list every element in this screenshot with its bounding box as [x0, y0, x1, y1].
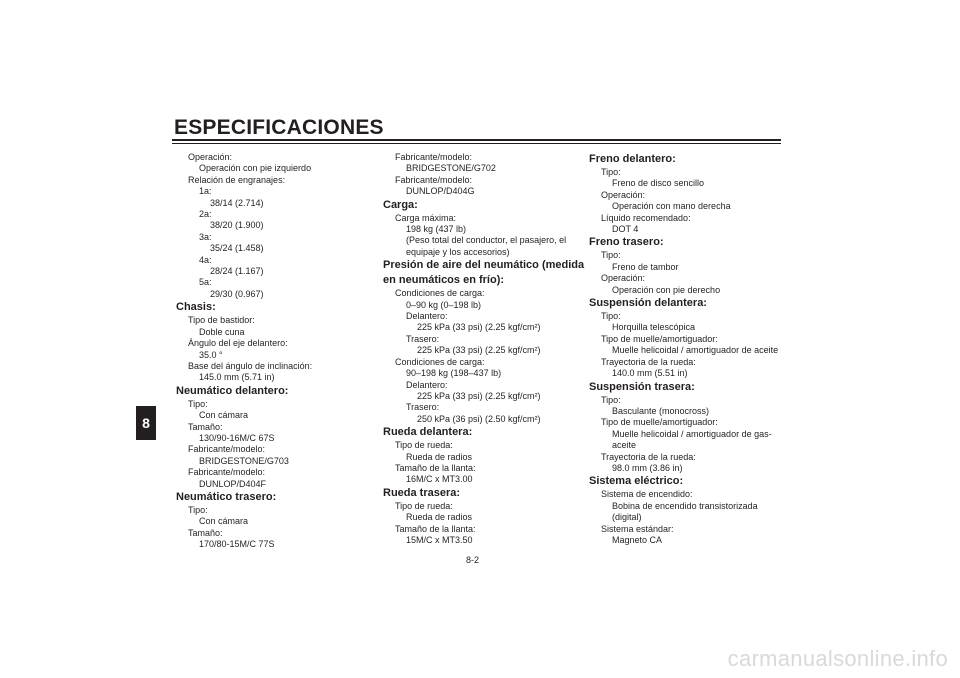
spec-value: Doble cuna [199, 326, 245, 337]
spec-value: 15M/C x MT3.50 [406, 534, 473, 545]
section-heading: en neumáticos en frío): [383, 274, 505, 287]
spec-label: Tipo de muelle/amortiguador: [601, 417, 718, 428]
section-heading: Chasis: [176, 301, 216, 314]
spec-label: Tipo: [601, 167, 621, 177]
spec-label: Fabricante/modelo: [188, 467, 266, 478]
spec-label: Ángulo del eje delantero: [188, 338, 288, 349]
spec-value: 250 kPa (36 psi) (2.50 kgf/cm²) [417, 413, 541, 424]
section-heading: Rueda delantera: [383, 426, 473, 439]
spec-value: Magneto CA [612, 534, 663, 545]
spec-column-3 [589, 152, 784, 546]
spec-label: Tamaño de la llanta: [395, 523, 476, 534]
spec-value: 28/24 (1.167) [210, 266, 264, 277]
spec-value: (digital) [612, 512, 642, 523]
section-heading: Suspensión trasera: [589, 380, 695, 393]
spec-label: Sistema de encendido: [601, 489, 693, 500]
spec-value: BRIDGESTONE/G702 [406, 163, 496, 174]
spec-value: Trasero: [406, 402, 440, 413]
spec-value: Delantero: [406, 379, 448, 390]
section-heading: Freno trasero: [589, 236, 664, 249]
spec-value: DOT 4 [612, 224, 639, 235]
spec-label: Tipo de rueda: [395, 440, 453, 451]
spec-label: Tipo de bastidor: [188, 315, 255, 326]
spec-value: 35/24 (1.458) [210, 243, 264, 254]
spec-label: Relación de engranajes: [188, 174, 286, 185]
spec-value: Operación con mano derecha [612, 201, 731, 212]
spec-label: Trayectoria de la rueda: [601, 356, 696, 367]
spec-label: Tipo: [188, 398, 208, 409]
spec-value: 16M/C x MT3.00 [406, 474, 473, 485]
spec-label: Tipo: [188, 504, 208, 515]
spec-label: Condiciones de carga: [395, 356, 485, 367]
spec-value: 29/30 (0.967) [210, 288, 264, 299]
spec-value: Horquilla telescópica [612, 322, 696, 333]
spec-value: 1a: [199, 186, 212, 197]
spec-label: Condiciones de carga: [395, 288, 485, 299]
section-heading: Neumático delantero: [176, 384, 289, 397]
spec-label: Operación: [188, 152, 233, 162]
section-heading: Sistema eléctrico: [589, 475, 684, 488]
spec-value: 5a: [199, 277, 212, 288]
chapter-tab: 8 [136, 406, 156, 440]
spec-value: 145.0 mm (5.71 in) [199, 372, 275, 383]
watermark: carmanualsonline.info [727, 646, 948, 671]
spec-label: Sistema estándar: [601, 523, 674, 534]
spec-value: (Peso total del conductor, el pasajero, el [406, 235, 567, 246]
spec-label: Fabricante/modelo: [395, 152, 473, 162]
spec-value: 4a: [199, 254, 212, 265]
spec-value: DUNLOP/D404G [406, 186, 475, 197]
spec-label: Operación: [601, 273, 646, 284]
header-rule-thin [172, 143, 781, 144]
spec-value: Muelle helicoidal / amortiguador de aceite [612, 345, 779, 356]
spec-label: Fabricante/modelo: [395, 174, 473, 185]
spec-value: 38/20 (1.900) [210, 220, 264, 231]
spec-value: Operación con pie derecho [612, 284, 721, 295]
spec-value: DUNLOP/D404F [199, 478, 267, 489]
spec-label: Base del ángulo de inclinación: [188, 360, 313, 371]
section-heading: Suspensión delantera: [589, 297, 707, 310]
spec-value: Rueda de radios [406, 451, 473, 462]
spec-label: Operación: [601, 189, 646, 200]
section-heading: Rueda trasera: [383, 486, 461, 499]
spec-label: Carga máxima: [395, 212, 457, 223]
spec-label: Tipo: [601, 250, 621, 261]
spec-label: Tamaño: [188, 527, 223, 538]
section-heading: Freno delantero: [589, 153, 676, 165]
spec-label: Tipo: [601, 311, 621, 322]
spec-label: Tipo de muelle/amortiguador: [601, 333, 718, 344]
spec-value: 38/14 (2.714) [210, 197, 264, 208]
spec-value: 2a: [199, 209, 212, 220]
page-title: ESPECIFICACIONES [174, 116, 384, 139]
spec-label: Tamaño de la llanta: [395, 462, 476, 473]
spec-value: Basculante (monocross) [612, 405, 710, 416]
spec-label: Trayectoria de la rueda: [601, 451, 696, 462]
spec-label: Líquido recomendado: [601, 212, 691, 223]
spec-value: 130/90-16M/C 67S [199, 432, 275, 443]
spec-value: 90–198 kg (198–437 lb) [406, 368, 502, 379]
spec-value: 225 kPa (33 psi) (2.25 kgf/cm²) [417, 390, 541, 401]
spec-value: BRIDGESTONE/G703 [199, 455, 289, 466]
spec-value: Con cámara [199, 516, 249, 527]
page-number: 8-2 [466, 555, 480, 565]
spec-value: Trasero: [406, 333, 440, 344]
spec-value: Rueda de radios [406, 512, 473, 523]
spec-column-2 [383, 152, 585, 546]
spec-value: 98.0 mm (3.86 in) [612, 462, 683, 473]
spec-value: 0–90 kg (0–198 lb) [406, 299, 482, 310]
spec-value: aceite [612, 440, 637, 451]
header-rule [172, 139, 781, 141]
spec-value: 198 kg (437 lb) [406, 224, 467, 235]
section-heading: Carga: [383, 198, 418, 211]
spec-value: Freno de disco sencillo [612, 178, 705, 189]
spec-value: 225 kPa (33 psi) (2.25 kgf/cm²) [417, 322, 541, 333]
spec-value: 3a: [199, 231, 212, 242]
spec-label: Fabricante/modelo: [188, 444, 266, 455]
spec-column-1 [176, 152, 371, 551]
spec-value: 170/80-15M/C 77S [199, 539, 275, 550]
spec-value: Freno de tambor [612, 261, 679, 272]
spec-value: 35.0 ° [199, 349, 223, 360]
spec-value: Bobina de encendido transistorizada [612, 500, 758, 511]
spec-label: Tipo de rueda: [395, 500, 453, 511]
spec-label: Tipo: [601, 394, 621, 405]
section-heading: Presión de aire del neumático (medida [383, 259, 585, 272]
section-heading: Neumático trasero: [176, 490, 277, 503]
spec-value: Muelle helicoidal / amortiguador de gas- [612, 428, 772, 439]
spec-value: Con cámara [199, 410, 249, 421]
spec-value: Operación con pie izquierdo [199, 163, 312, 174]
spec-value: equipaje y los accesorios) [406, 246, 510, 257]
spec-label: Tamaño: [188, 421, 223, 432]
spec-value: 140.0 mm (5.51 in) [612, 368, 688, 379]
spec-value: Delantero: [406, 311, 448, 322]
spec-value: 225 kPa (33 psi) (2.25 kgf/cm²) [417, 345, 541, 356]
